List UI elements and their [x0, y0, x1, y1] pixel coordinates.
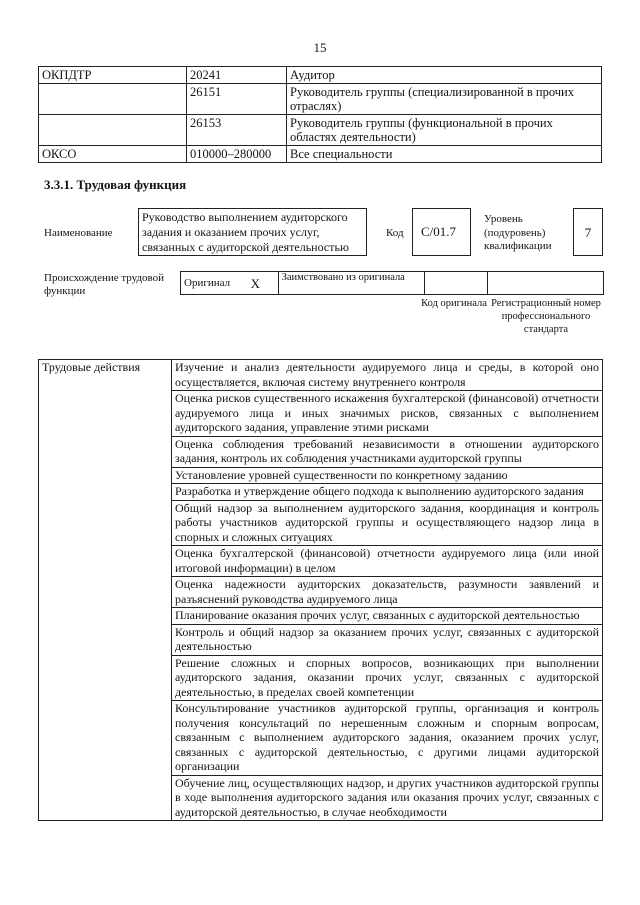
- borrowed-cell: [278, 272, 424, 295]
- function-name: Руководство выполнением аудиторского задания и оказанием прочих услуг, связанных с аудиторской деятельностью: [142, 210, 349, 254]
- labor-action-item: Оценка надежности аудиторских доказательств, разумности заявлений и разъяснений руководства аудируемого лица: [172, 577, 603, 608]
- labor-action-item: Установление уровней существенности по конкретному заданию: [172, 467, 603, 484]
- origin-label: Происхождение трудовой функции: [44, 272, 165, 297]
- qualification-level-box: [573, 208, 603, 256]
- codes-name-cell: Все специальности: [287, 146, 602, 163]
- codes-name-cell: Руководитель группы (специализированной в прочих отраслях): [287, 84, 602, 115]
- codes-classifier-cell: [39, 84, 187, 115]
- codes-classifier-cell: ОКСО: [39, 146, 187, 163]
- labor-action-item: Обучение лиц, осуществляющих надзор, и других участников аудиторской группы в ходе выполнения аудиторского задания или оказания прочих услуг, связанных с аудиторской деятельностью, в случае необходимости: [172, 775, 603, 821]
- codes-classifier-cell: [39, 115, 187, 146]
- labor-action-item: Планирование оказания прочих услуг, связанных с аудиторской деятельностью: [172, 608, 603, 625]
- original-mark-cell: [233, 272, 278, 295]
- borrowed-label: Заимствовано из оригинала: [281, 272, 405, 283]
- labor-action-item: Оценка соблюдения требований независимости в отношении аудиторского задания, контроль их соблюдения участниками аудиторской группы: [172, 436, 603, 467]
- labor-actions-label: Трудовые действия: [39, 360, 172, 821]
- labor-action-item: Изучение и анализ деятельности аудируемого лица и среды, в которой оно осуществляется, включая систему внутреннего контроля: [172, 360, 603, 391]
- codes-row: [39, 115, 602, 146]
- labor-action-item: Контроль и общий надзор за оказанием прочих услуг, связанных с аудиторской деятельностью: [172, 624, 603, 655]
- function-name-box: [138, 208, 367, 256]
- codes-code-cell: 010000–280000: [187, 146, 287, 163]
- function-code-box: [412, 208, 471, 256]
- original-mark: X: [250, 275, 261, 291]
- name-label: Наименование: [44, 227, 113, 239]
- original-label: Оригинал: [184, 276, 231, 289]
- original-label-cell: [181, 272, 234, 295]
- labor-action-item: Общий надзор за выполнением аудиторского задания, координация и контроль работы участников аудиторской группы и осуществляющего надзор лица в спорных и сложных ситуациях: [172, 500, 603, 546]
- labor-action-item: Оценка бухгалтерской (финансовой) отчетности аудируемого лица (или иной итоговой информации) в целом: [172, 546, 603, 577]
- code-original-label: Код оригинала: [421, 298, 487, 309]
- level-label: Уровень (подуровень) квалификации: [484, 213, 552, 252]
- code-original-cell: [424, 272, 487, 295]
- codes-row: [39, 67, 602, 84]
- page-number: 15: [313, 40, 327, 55]
- labor-action-item: Разработка и утверждение общего подхода к выполнению аудиторского задания: [172, 484, 603, 501]
- codes-code-cell: 26153: [187, 115, 287, 146]
- codes-name-cell: Руководитель группы (функциональной в прочих областях деятельности): [287, 115, 602, 146]
- code-label: Код: [386, 227, 404, 239]
- reg-number-cell: [487, 272, 603, 295]
- codes-row: [39, 146, 602, 163]
- labor-action-item: Решение сложных и спорных вопросов, возникающих при выполнении аудиторского задания, оказании прочих услуг, связанных с аудиторской деятельностью, в пределах своей компетенции: [172, 655, 603, 701]
- section-title: 3.3.1. Трудовая функция: [44, 177, 187, 192]
- function-code: С/01.7: [421, 224, 457, 239]
- reg-number-label: Регистрационный номер профессионального стандарта: [491, 298, 601, 335]
- codes-code-cell: 20241: [187, 67, 287, 84]
- labor-action-item: Консультирование участников аудиторской группы, организация и контроль получения консультаций по нерешенным сложным и спорным вопросам, связанным с выполнением аудиторского задания, оказанием прочих услуг, связанных с аудиторской деятельностью, с другими лицами аудиторской организации: [172, 701, 603, 776]
- labor-action-row: [39, 360, 603, 391]
- origin-table: [180, 271, 604, 295]
- qualification-level: 7: [584, 225, 592, 240]
- labor-actions-table: [38, 359, 603, 821]
- labor-action-item: Оценка рисков существенного искажения бухгалтерской (финансовой) отчетности аудируемого лица и иных значимых рисков, связанных с выполнением аудиторского задания, управление этими рисками: [172, 391, 603, 437]
- codes-table: [38, 66, 602, 163]
- codes-name-cell: Аудитор: [287, 67, 602, 84]
- codes-row: [39, 84, 602, 115]
- codes-classifier-cell: ОКПДТР: [39, 67, 187, 84]
- codes-code-cell: 26151: [187, 84, 287, 115]
